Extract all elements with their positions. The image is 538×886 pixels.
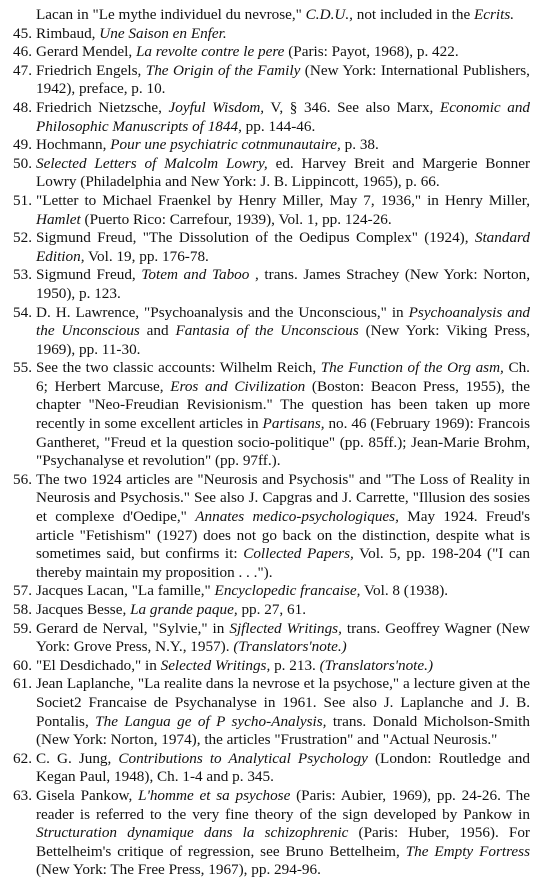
footnote-text [36, 620, 530, 657]
text-run: (Paris: Aubier, 1969), pp. 24-26. The reader is referred to the very fine theory of the sign developed by Pankow in [36, 786, 530, 823]
footnote-number: 59. [13, 619, 32, 637]
italic-title: Partisans, [262, 415, 325, 433]
italic-title: La revolte contre le pere [135, 43, 285, 61]
italic-title: Ecrits. [474, 6, 515, 23]
text-run: Rimbaud, [36, 24, 100, 42]
text-run: pp. 27, 61. [237, 601, 306, 618]
footnote-list [0, 25, 530, 880]
footnote-text [36, 229, 530, 266]
italic-title: (Translators'note.) [233, 638, 347, 656]
text-run: , trans. James Strachey (New York: Norton, 1950), p. 123. [36, 266, 531, 302]
footnote-number: 50. [13, 154, 32, 172]
footnote-item [0, 266, 530, 303]
footnote-text [36, 675, 530, 749]
continued-note-text [0, 6, 530, 25]
footnote-item [0, 750, 530, 787]
footnote-number: 51. [13, 191, 32, 209]
italic-title: Eros and Civilization [170, 377, 306, 395]
footnote-text [36, 304, 530, 360]
italic-title: Psychoanalysis and the Unconscious [36, 303, 531, 340]
italic-title: Sjflected Writings, [229, 619, 342, 637]
italic-title: The Langua ge of P sycho-Analysis, [95, 712, 327, 730]
text-run: Jean Laplanche, "La realite dans la nevrose et la psychose," a lecture given at the Societ2 Francaise de Psychanalyse in 1961. See also J. Laplanche and J. B. Pontalis, [36, 675, 530, 730]
footnote-text [36, 787, 530, 880]
text-run: Gisela Pankow, [36, 786, 139, 804]
footnote-number: 47. [13, 61, 32, 79]
italic-title: Une Saison en Enfer. [99, 24, 227, 42]
text-run: Sigmund Freud, "The Dissolution of the Oedipus Complex" (1924), [36, 229, 475, 247]
text-run: May 1924. Freud's article "Fetishism" (1927) does not go back on the distinction, despite what is sometimes said, but confirms it: [36, 508, 531, 563]
text-run: See the two classic accounts: Wilhelm Reich, [36, 359, 321, 377]
footnote-text [36, 657, 530, 676]
text-run: (Paris: Huber, 1956). For Bettelheim's critique of regression, see Bruno Bettelheim, [36, 824, 530, 860]
text-run: pp. 144-46. [241, 117, 316, 135]
italic-title: Fantasia of the Unconscious [175, 322, 359, 340]
footnote-item [0, 601, 530, 620]
footnote-number: 45. [13, 24, 32, 42]
footnote-text [36, 359, 530, 471]
text-run: (New York: The Free Press, 1967), pp. 294-96. [36, 861, 321, 879]
footnote-item [0, 155, 530, 192]
footnote-text [36, 136, 530, 155]
footnote-number: 58. [13, 601, 32, 618]
text-run: D. H. Lawrence, "Psychoanalysis and the Unconscious," in [36, 303, 409, 321]
text-run: Ch. 6; Herbert Marcuse, [36, 359, 530, 395]
footnote-item [0, 675, 530, 749]
italic-title: Selected Letters of Malcolm Lowry, [36, 154, 268, 172]
footnote-number: 57. [13, 582, 32, 600]
text-run: Vol. 19, pp. 176-78. [84, 247, 209, 265]
footnote-number: 54. [13, 303, 32, 321]
italic-title: The Origin of the Family [145, 61, 301, 79]
footnote-number: 52. [13, 229, 32, 247]
text-run: Jacques Lacan, "La famille," [36, 582, 215, 600]
footnote-text [36, 155, 530, 192]
footnote-number: 61. [13, 675, 32, 693]
footnote-text [36, 582, 530, 601]
text-run: p. 38. [340, 136, 379, 154]
text-run: Vol. 5, pp. 198-204 ("I can thereby maintain my proposition . . ."). [36, 545, 531, 581]
footnote-number: 46. [13, 43, 32, 61]
footnote-text [36, 750, 530, 787]
italic-title: Collected Papers, [243, 545, 354, 563]
footnote-number: 60. [13, 656, 32, 674]
text-run: Friedrich Nietzsche, [36, 98, 169, 116]
text-run: trans. Donald Micholson-Smith (New York: Norton, 1974), the articles "Frustration" and "Actual Neurosis." [36, 712, 530, 749]
text-run: (London: Routledge and Kegan Paul, 1948), Ch. 1-4 and p. 345. [36, 749, 530, 786]
footnote-text [36, 99, 530, 136]
footnote-item [0, 99, 530, 136]
text-run: Gerard Mendel, [36, 43, 136, 61]
footnote-item [0, 620, 530, 657]
footnote-item [0, 136, 530, 155]
text-run: "Letter to Michael Fraenkel by Henry Miller, May 7, 1936," in Henry Miller, [36, 191, 530, 209]
footnote-item [0, 304, 530, 360]
text-run: C. G. Jung, [36, 749, 119, 767]
footnote-number: 48. [13, 98, 32, 116]
italic-title: Contributions to Analytical Psychology [118, 749, 368, 767]
footnote-number: 62. [13, 749, 32, 767]
footnote-text [36, 43, 530, 62]
italic-title: Economic and Philosophic Manuscripts of 1844, [36, 98, 531, 135]
footnote-text [36, 25, 530, 44]
text-run: Lacan in "Le mythe individuel du nevrose," [36, 6, 306, 23]
footnote-item [0, 43, 530, 62]
footnote-item [0, 471, 530, 583]
text-run: Jacques Besse, [36, 601, 131, 618]
italic-title: Structuration dynamique dans la schizophrenic [36, 824, 349, 842]
text-run: (Puerto Rico: Carrefour, 1939), Vol. 1, pp. 124-26. [80, 210, 392, 228]
italic-title: Annates medico-psychologiques, [195, 508, 399, 526]
text-run: no. 46 (February 1969): Francois Gantheret, "Freud et la question socio-politique" (pp. 85ff.); Jean-Marie Brohm, "Psychanalyse et revolution" (pp. 97ff.). [36, 415, 530, 470]
italic-title: C.D.U., [305, 6, 353, 23]
footnote-item [0, 62, 530, 99]
footnote-item [0, 192, 530, 229]
text-run: (Boston: Beacon Press, 1955), the chapter "Neo-Freudian Revisionism." The question has been taken up more recently in some excellent articles in [36, 377, 530, 433]
footnote-number: 55. [13, 359, 32, 377]
text-run: V, § 346. See also Marx, [264, 98, 440, 116]
italic-title: The Function of the Org asm, [320, 359, 504, 377]
footnote-text [36, 266, 530, 303]
footnote-number: 53. [13, 266, 32, 284]
italic-title: The Empty Fortress [405, 842, 530, 860]
text-run: Sigmund Freud, [36, 266, 142, 284]
italic-title: Totem and Taboo [141, 266, 250, 284]
footnote-item [0, 25, 530, 44]
footnote-item [0, 229, 530, 266]
footnote-text [36, 471, 530, 583]
footnote-number: 63. [13, 786, 32, 804]
text-run: Gerard de Nerval, "Sylvie," in [36, 619, 230, 637]
italic-title: Encyclopedic francaise, [214, 582, 361, 600]
text-run: (New York: International Publishers, 1942), preface, p. 10. [36, 61, 530, 98]
italic-title: Standard Edition, [36, 229, 530, 265]
footnote-item [0, 359, 530, 471]
text-run: Vol. 8 (1938). [360, 582, 449, 600]
text-run: and [139, 322, 176, 340]
text-run: p. 213. [270, 656, 320, 674]
text-run: (New York: Viking Press, 1969), pp. 11-30. [36, 322, 531, 358]
italic-title: L'homme et sa psychose [138, 786, 291, 804]
footnote-item [0, 657, 530, 676]
text-run: The two 1924 articles are "Neurosis and Psychosis" and "The Loss of Reality in Neurosis and Psychosis." See also J. Capgras and J. Carrette, "Illusion des sosies et complexe d'Oedipe," [36, 470, 530, 526]
text-run: ed. Harvey Breit and Margerie Bonner Lowry (Philadelphia and New York: J. B. Lippincott, 1965), p. 66. [36, 154, 531, 191]
footnote-item [0, 787, 530, 880]
footnote-number: 49. [13, 136, 32, 154]
text-run: trans. Geoffrey Wagner (New York: Grove Press, N.Y., 1957). [36, 619, 530, 656]
italic-title: Pour une psychiatric cotnmunautaire, [110, 136, 341, 154]
text-run: Friedrich Engels, [36, 61, 146, 79]
footnote-text [36, 601, 530, 620]
text-run: (Paris: Payot, 1968), p. 422. [284, 43, 459, 61]
footnote-text [36, 192, 530, 229]
italic-title: Joyful Wisdom, [168, 98, 265, 116]
italic-title: La grande paque, [130, 601, 238, 618]
text-run: Hochmann, [36, 136, 111, 154]
text-run: not included in the [352, 6, 474, 23]
footnote-item [0, 582, 530, 601]
footnote-text [36, 62, 530, 99]
italic-title: Hamlet [36, 210, 81, 228]
italic-title: (Translators'note.) [319, 656, 433, 674]
footnote-number: 56. [13, 470, 32, 488]
text-run: "El Desdichado," in [36, 656, 161, 674]
italic-title: Selected Writings, [160, 656, 271, 674]
